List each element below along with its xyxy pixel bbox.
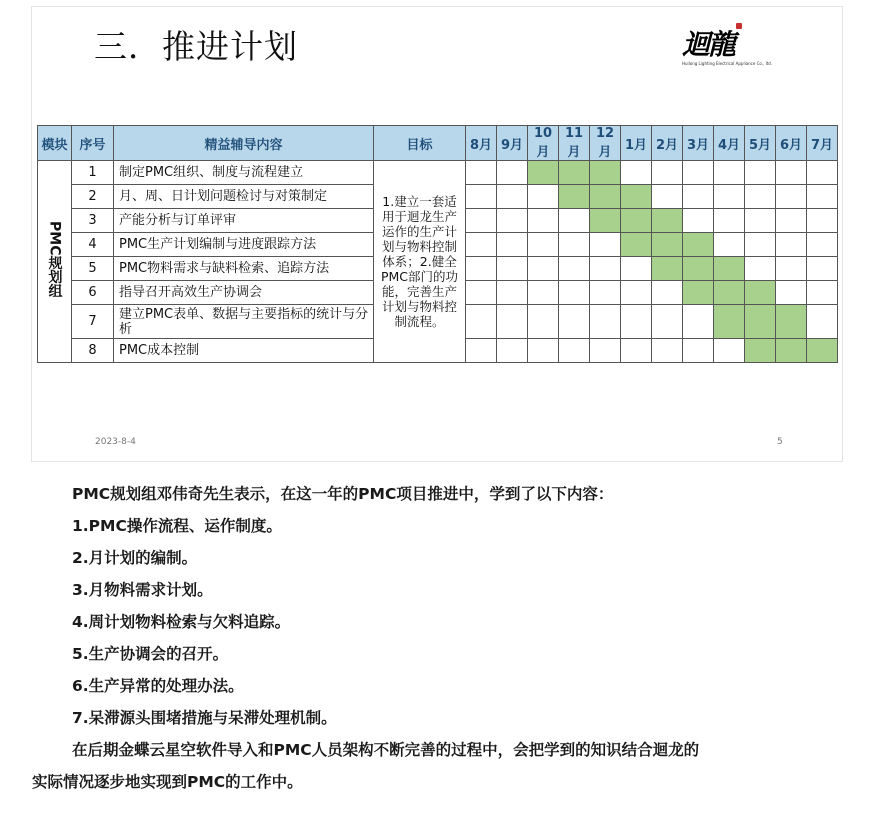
content-cell: PMC物料需求与缺料检索、追踪方法 bbox=[114, 257, 374, 281]
company-logo bbox=[682, 23, 792, 71]
seq-cell: 3 bbox=[72, 209, 114, 233]
header-content: 精益辅导内容 bbox=[114, 126, 374, 161]
gantt-empty-cell bbox=[466, 257, 497, 281]
seq-cell: 8 bbox=[72, 339, 114, 363]
gantt-bar-cell bbox=[621, 185, 652, 209]
gantt-empty-cell bbox=[776, 161, 807, 185]
article-closing-cont: 实际情况逐步地实现到PMC的工作中。 bbox=[32, 773, 303, 791]
article-item: 1.PMC操作流程、运作制度。 bbox=[72, 517, 282, 535]
goal-cell: 1.建立一套适用于迴龙生产运作的生产计划与物料控制体系；2.健全PMC部门的功能，完善生产计划与物料控制流程。 bbox=[374, 161, 466, 363]
gantt-empty-cell bbox=[497, 233, 528, 257]
article-item: 4.周计划物料检索与欠料追踪。 bbox=[72, 613, 291, 631]
content-cell: 制定PMC组织、制度与流程建立 bbox=[114, 161, 374, 185]
gantt-empty-cell bbox=[714, 339, 745, 363]
gantt-empty-cell bbox=[652, 161, 683, 185]
gantt-empty-cell bbox=[528, 281, 559, 305]
gantt-empty-cell bbox=[466, 281, 497, 305]
gantt-empty-cell bbox=[497, 281, 528, 305]
gantt-empty-cell bbox=[807, 185, 838, 209]
gantt-empty-cell bbox=[590, 233, 621, 257]
module-name: PMC规划组 bbox=[46, 221, 63, 298]
gantt-empty-cell bbox=[497, 339, 528, 363]
gantt-empty-cell bbox=[714, 233, 745, 257]
header-month: 10月 bbox=[528, 126, 559, 161]
header-month: 9月 bbox=[497, 126, 528, 161]
header-month: 3月 bbox=[683, 126, 714, 161]
header-month: 5月 bbox=[745, 126, 776, 161]
gantt-empty-cell bbox=[497, 257, 528, 281]
logo-seal-icon bbox=[736, 23, 742, 29]
gantt-empty-cell bbox=[621, 161, 652, 185]
article-item: 5.生产协调会的召开。 bbox=[72, 645, 229, 663]
gantt-bar-cell bbox=[683, 233, 714, 257]
gantt-empty-cell bbox=[745, 161, 776, 185]
article-item: 6.生产异常的处理办法。 bbox=[72, 677, 244, 695]
slide bbox=[31, 6, 843, 462]
gantt-empty-cell bbox=[714, 185, 745, 209]
gantt-bar-cell bbox=[652, 233, 683, 257]
gantt-empty-cell bbox=[466, 233, 497, 257]
header-module: 模块 bbox=[38, 126, 72, 161]
gantt-bar-cell bbox=[683, 281, 714, 305]
gantt-empty-cell bbox=[776, 281, 807, 305]
gantt-empty-cell bbox=[807, 305, 838, 339]
gantt-bar-cell bbox=[590, 161, 621, 185]
seq-cell: 4 bbox=[72, 233, 114, 257]
gantt-bar-cell bbox=[714, 281, 745, 305]
gantt-empty-cell bbox=[776, 233, 807, 257]
header-month: 11月 bbox=[559, 126, 590, 161]
gantt-empty-cell bbox=[807, 257, 838, 281]
plan-table bbox=[37, 125, 838, 363]
gantt-bar-cell bbox=[745, 281, 776, 305]
header-month: 2月 bbox=[652, 126, 683, 161]
slide-page-number: 5 bbox=[777, 437, 783, 447]
gantt-empty-cell bbox=[559, 257, 590, 281]
gantt-empty-cell bbox=[559, 339, 590, 363]
gantt-empty-cell bbox=[745, 185, 776, 209]
slide-date: 2023-8-4 bbox=[95, 437, 136, 447]
header-month: 7月 bbox=[807, 126, 838, 161]
gantt-empty-cell bbox=[807, 209, 838, 233]
article-intro: PMC规划组邓伟奇先生表示，在这一年的PMC项目推进中，学到了以下内容： bbox=[72, 485, 614, 503]
gantt-bar-cell bbox=[652, 209, 683, 233]
gantt-empty-cell bbox=[621, 257, 652, 281]
header-goal: 目标 bbox=[374, 126, 466, 161]
gantt-empty-cell bbox=[466, 161, 497, 185]
gantt-bar-cell bbox=[714, 257, 745, 281]
gantt-empty-cell bbox=[528, 209, 559, 233]
gantt-empty-cell bbox=[528, 185, 559, 209]
gantt-empty-cell bbox=[497, 209, 528, 233]
content-cell: 产能分析与订单评审 bbox=[114, 209, 374, 233]
content-cell: 指导召开高效生产协调会 bbox=[114, 281, 374, 305]
header-month: 1月 bbox=[621, 126, 652, 161]
gantt-bar-cell bbox=[776, 339, 807, 363]
article-body bbox=[32, 478, 852, 798]
gantt-empty-cell bbox=[559, 233, 590, 257]
gantt-empty-cell bbox=[776, 185, 807, 209]
gantt-empty-cell bbox=[497, 305, 528, 339]
gantt-empty-cell bbox=[497, 185, 528, 209]
gantt-empty-cell bbox=[466, 339, 497, 363]
gantt-bar-cell bbox=[590, 185, 621, 209]
content-cell: PMC成本控制 bbox=[114, 339, 374, 363]
gantt-empty-cell bbox=[807, 161, 838, 185]
gantt-empty-cell bbox=[714, 161, 745, 185]
gantt-bar-cell bbox=[590, 209, 621, 233]
content-cell: PMC生产计划编制与进度跟踪方法 bbox=[114, 233, 374, 257]
gantt-empty-cell bbox=[497, 161, 528, 185]
gantt-empty-cell bbox=[528, 339, 559, 363]
gantt-empty-cell bbox=[466, 185, 497, 209]
gantt-empty-cell bbox=[590, 305, 621, 339]
content-cell: 建立PMC表单、数据与主要指标的统计与分析 bbox=[114, 305, 374, 339]
slide-title: 三．推进计划 bbox=[94, 27, 298, 66]
gantt-bar-cell bbox=[528, 161, 559, 185]
gantt-empty-cell bbox=[652, 185, 683, 209]
seq-cell: 6 bbox=[72, 281, 114, 305]
gantt-bar-cell bbox=[807, 339, 838, 363]
gantt-bar-cell bbox=[745, 305, 776, 339]
gantt-empty-cell bbox=[683, 185, 714, 209]
seq-cell: 5 bbox=[72, 257, 114, 281]
logo-subtitle: Huilong Lighting Electrical Appliance Co., ltd. bbox=[682, 61, 773, 66]
gantt-empty-cell bbox=[528, 305, 559, 339]
gantt-empty-cell bbox=[466, 305, 497, 339]
article-item: 7.呆滞源头围堵措施与呆滞处理机制。 bbox=[72, 709, 337, 727]
gantt-bar-cell bbox=[714, 305, 745, 339]
gantt-empty-cell bbox=[559, 281, 590, 305]
content-cell: 月、周、日计划问题检讨与对策制定 bbox=[114, 185, 374, 209]
gantt-empty-cell bbox=[559, 305, 590, 339]
header-seq: 序号 bbox=[72, 126, 114, 161]
gantt-empty-cell bbox=[745, 233, 776, 257]
table-header-row bbox=[38, 126, 838, 161]
gantt-empty-cell bbox=[652, 339, 683, 363]
gantt-empty-cell bbox=[776, 257, 807, 281]
header-month: 12月 bbox=[590, 126, 621, 161]
gantt-bar-cell bbox=[776, 305, 807, 339]
gantt-empty-cell bbox=[528, 257, 559, 281]
gantt-bar-cell bbox=[683, 257, 714, 281]
gantt-empty-cell bbox=[559, 209, 590, 233]
gantt-empty-cell bbox=[590, 339, 621, 363]
gantt-bar-cell bbox=[621, 209, 652, 233]
module-cell bbox=[38, 161, 72, 363]
gantt-empty-cell bbox=[745, 257, 776, 281]
seq-cell: 2 bbox=[72, 185, 114, 209]
gantt-empty-cell bbox=[590, 257, 621, 281]
gantt-bar-cell bbox=[621, 233, 652, 257]
gantt-bar-cell bbox=[652, 257, 683, 281]
table-row bbox=[38, 161, 838, 185]
gantt-empty-cell bbox=[466, 209, 497, 233]
gantt-empty-cell bbox=[714, 209, 745, 233]
gantt-empty-cell bbox=[807, 233, 838, 257]
logo-mark: 迴龍 bbox=[682, 28, 735, 61]
gantt-empty-cell bbox=[621, 281, 652, 305]
gantt-bar-cell bbox=[745, 339, 776, 363]
header-month: 4月 bbox=[714, 126, 745, 161]
gantt-empty-cell bbox=[652, 305, 683, 339]
seq-cell: 7 bbox=[72, 305, 114, 339]
gantt-empty-cell bbox=[683, 339, 714, 363]
gantt-empty-cell bbox=[807, 281, 838, 305]
gantt-empty-cell bbox=[528, 233, 559, 257]
article-item: 2.月计划的编制。 bbox=[72, 549, 198, 567]
gantt-empty-cell bbox=[745, 209, 776, 233]
article-item: 3.月物料需求计划。 bbox=[72, 581, 213, 599]
gantt-bar-cell bbox=[559, 185, 590, 209]
gantt-empty-cell bbox=[683, 161, 714, 185]
header-month: 8月 bbox=[466, 126, 497, 161]
gantt-empty-cell bbox=[621, 339, 652, 363]
article-closing: 在后期金蝶云星空软件导入和PMC人员架构不断完善的过程中，会把学到的知识结合迴龙的 bbox=[72, 741, 700, 759]
gantt-empty-cell bbox=[683, 305, 714, 339]
gantt-empty-cell bbox=[621, 305, 652, 339]
gantt-empty-cell bbox=[683, 209, 714, 233]
gantt-bar-cell bbox=[559, 161, 590, 185]
gantt-empty-cell bbox=[776, 209, 807, 233]
gantt-empty-cell bbox=[590, 281, 621, 305]
gantt-empty-cell bbox=[652, 281, 683, 305]
header-month: 6月 bbox=[776, 126, 807, 161]
seq-cell: 1 bbox=[72, 161, 114, 185]
